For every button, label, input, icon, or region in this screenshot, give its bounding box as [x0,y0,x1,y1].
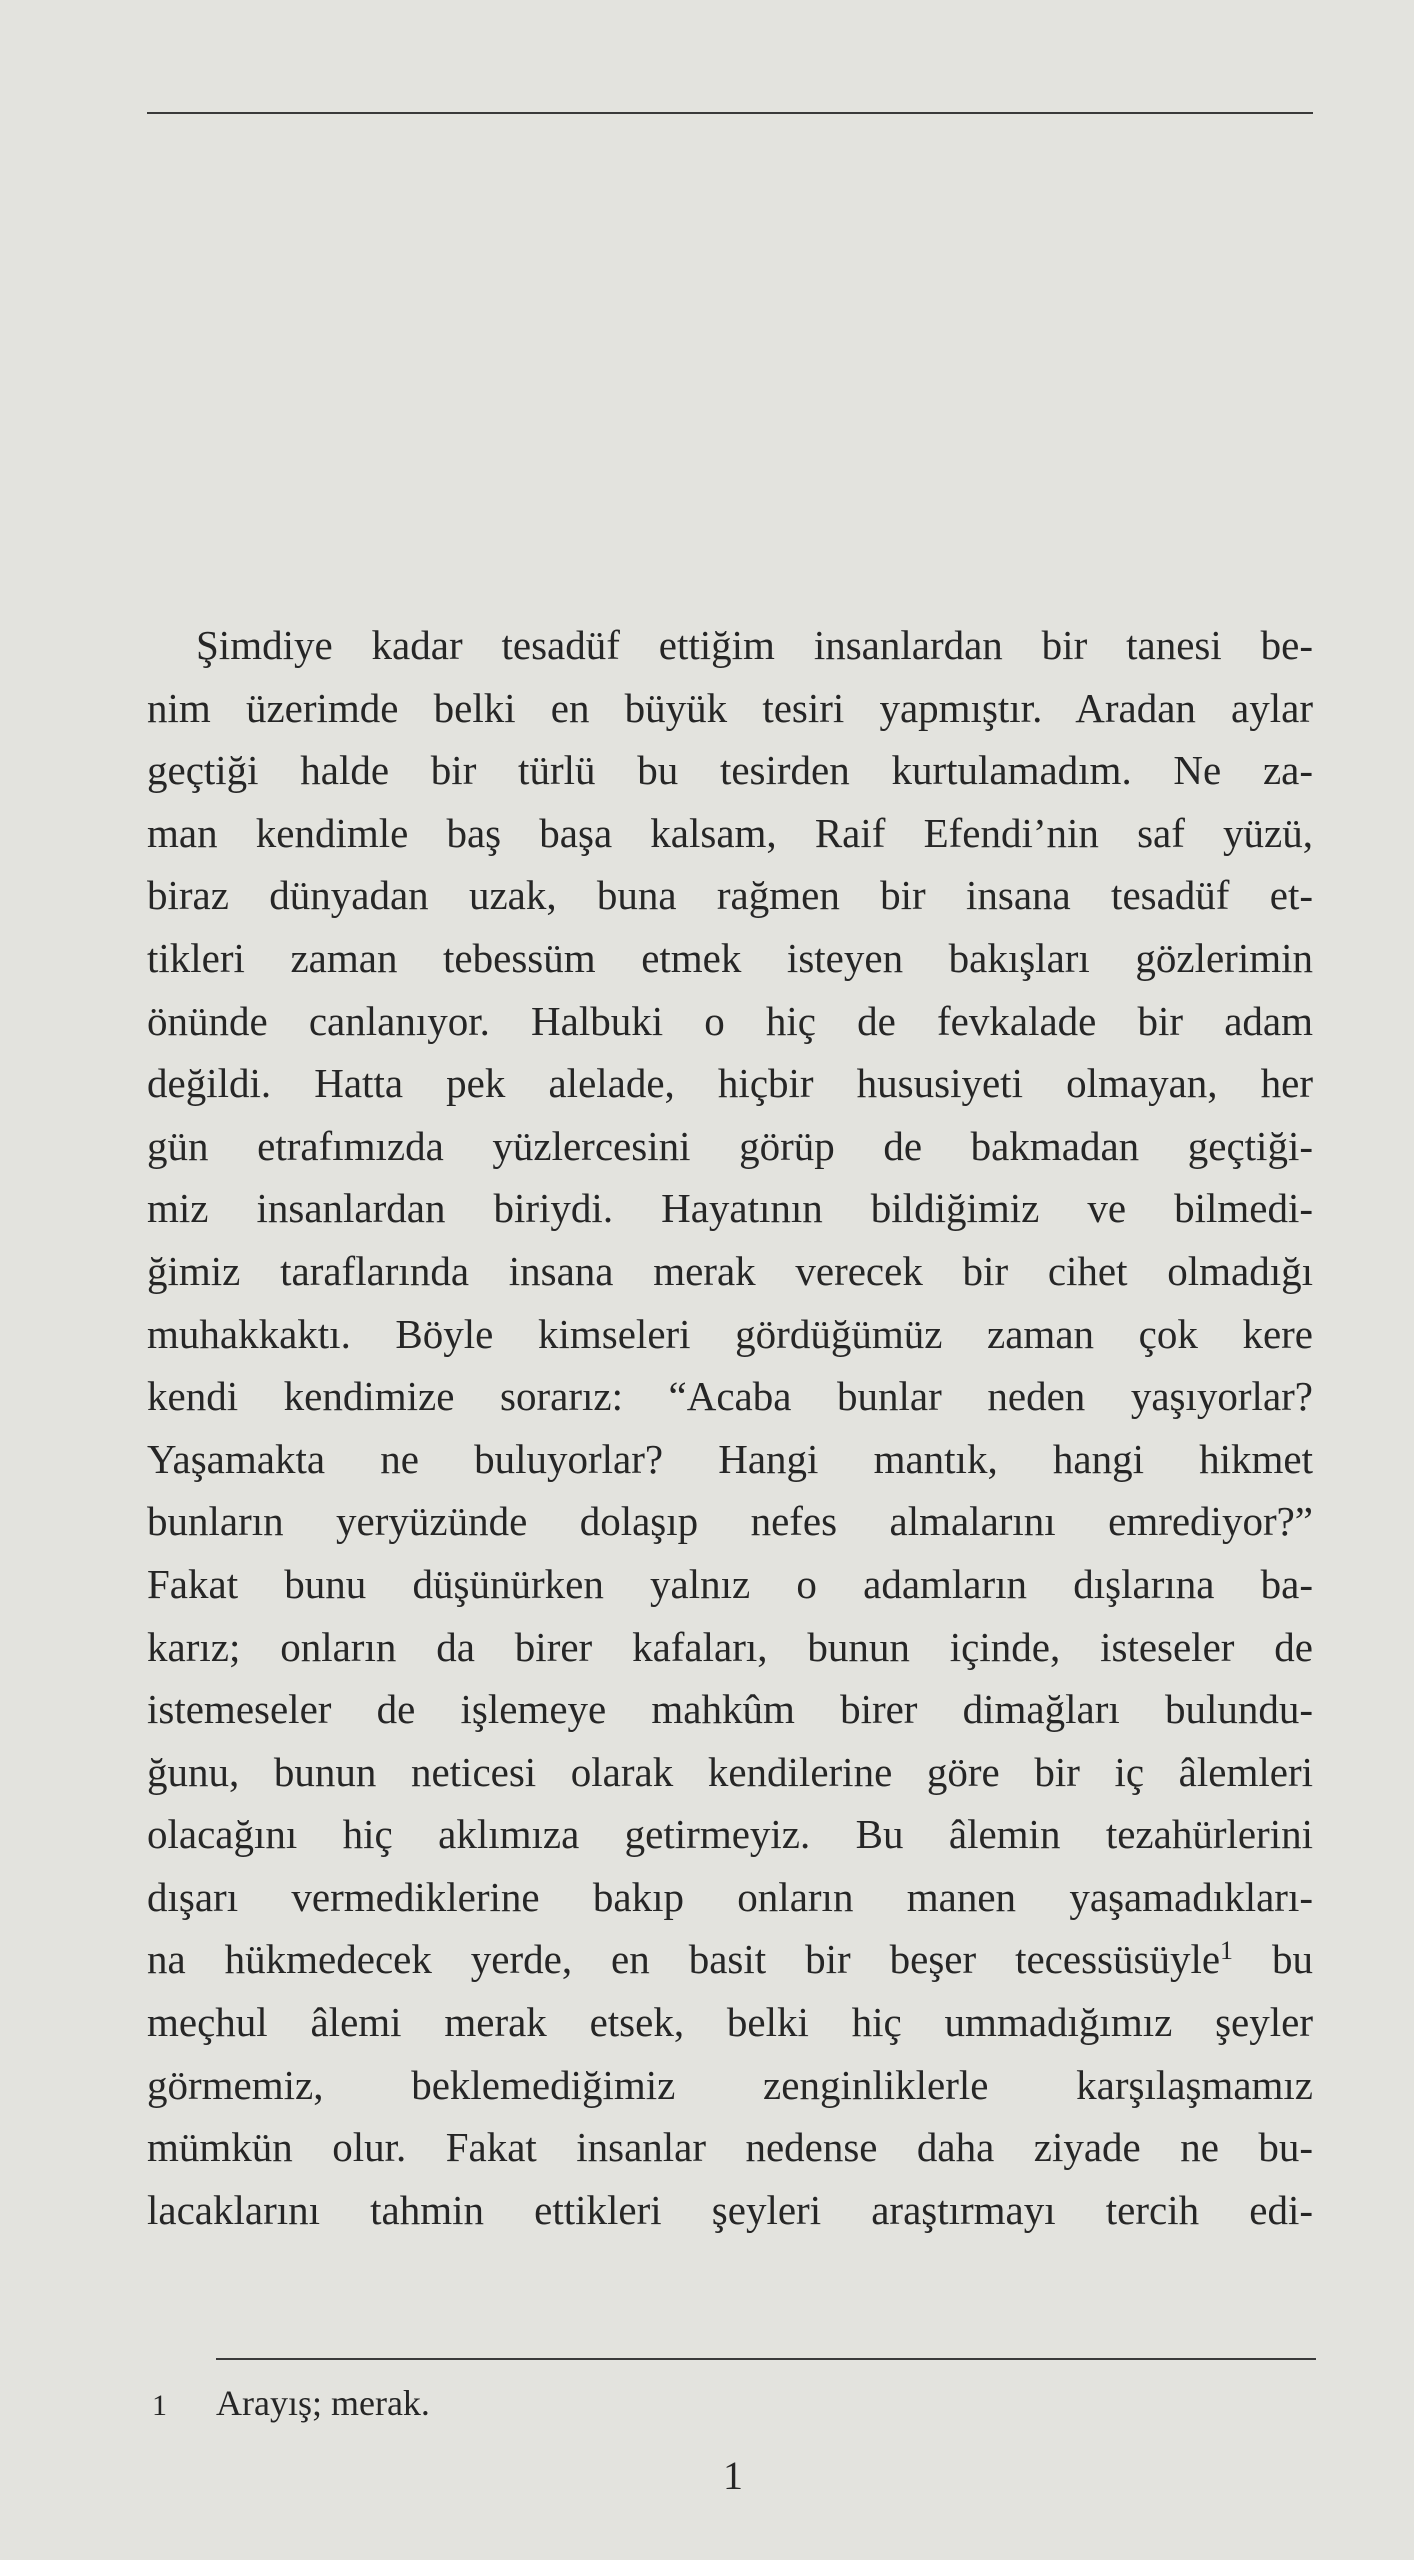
text-line: Fakat bunu düşünürken yalnız o adamların dışlarına ba- [147,1560,1313,1607]
text-line: geçtiği halde bir türlü bu tesirden kurtulamadım. Ne za- [147,747,1313,794]
text-line: man kendimle baş başa kalsam, Raif Efendi’nin saf yüzü, [147,809,1313,856]
text-line: Şimdiye kadar tesadüf ettiğim insanlardan bir tanesi be- [196,622,1313,668]
footnote-rule [216,2358,1316,2360]
text-line: meçhul âlemi merak etsek, belki hiç ummadığımız şeyler [147,1999,1313,2046]
text-line: önünde canlanıyor. Halbuki o hiç de fevkalade bir adam [147,997,1313,1044]
text-line: biraz dünyadan uzak, buna rağmen bir insana tesadüf et- [147,872,1313,919]
text-line: tikleri zaman tebessüm etmek isteyen bakışları gözlerimin [147,934,1313,981]
page-number: 1 [723,2453,743,2498]
text-line: görmemiz, beklemediğimiz zenginliklerle karşılaşmamız [147,2061,1313,2108]
text-line: karız; onların da birer kafaları, bunun içinde, isteseler de [147,1623,1313,1670]
text-line: kendi kendimize sorarız: “Acaba bunlar neden yaşıyorlar? [147,1373,1313,1420]
text-line: istemeseler de işlemeye mahkûm birer dimağları bulundu- [147,1686,1313,1733]
text-line: ğunu, bunun neticesi olarak kendilerine göre bir iç âlemleri [147,1748,1313,1795]
footnote [152,2382,430,2424]
footnote-text: Arayış; merak. [216,2383,430,2423]
text-line: olacağını hiç aklımıza getirmeyiz. Bu âlemin tezahürlerini [147,1811,1313,1858]
text-line: dışarı vermediklerine bakıp onların manen yaşamadıkları- [147,1873,1313,1920]
footnote-reference: 1 [1220,1936,1234,1966]
text-line: miz insanlardan biriydi. Hayatının bildiğimiz ve bilmedi- [147,1185,1313,1232]
body-paragraph [147,614,1313,2241]
text-line: nim üzerimde belki en büyük tesiri yapmıştır. Aradan aylar [147,684,1313,731]
text-line: muhakkaktı. Böyle kimseleri gördüğümüz zaman çok kere [147,1310,1313,1357]
text-line-with-footnote [147,1928,1313,1991]
text-segment: bu [1272,1936,1313,1983]
text-line: lacaklarını tahmin ettikleri şeyleri araştırmayı tercih edi- [147,2186,1313,2233]
header-rule [147,112,1313,114]
text-segment: na hükmedecek yerde, en basit bir beşer tecessüsüyle [147,1936,1221,1983]
text-line: bunların yeryüzünde dolaşıp nefes almalarını emrediyor?” [147,1498,1313,1545]
text-line: gün etrafımızda yüzlercesini görüp de bakmadan geçtiği- [147,1122,1313,1169]
text-line: ğimiz taraflarında insana merak verecek bir cihet olmadığı [147,1247,1313,1294]
footnote-number: 1 [152,2389,167,2422]
text-line: mümkün olur. Fakat insanlar nedense daha ziyade ne bu- [147,2124,1313,2171]
text-line: değildi. Hatta pek alelade, hiçbir hususiyeti olmayan, her [147,1060,1313,1107]
text-line: Yaşamakta ne buluyorlar? Hangi mantık, hangi hikmet [147,1435,1313,1482]
